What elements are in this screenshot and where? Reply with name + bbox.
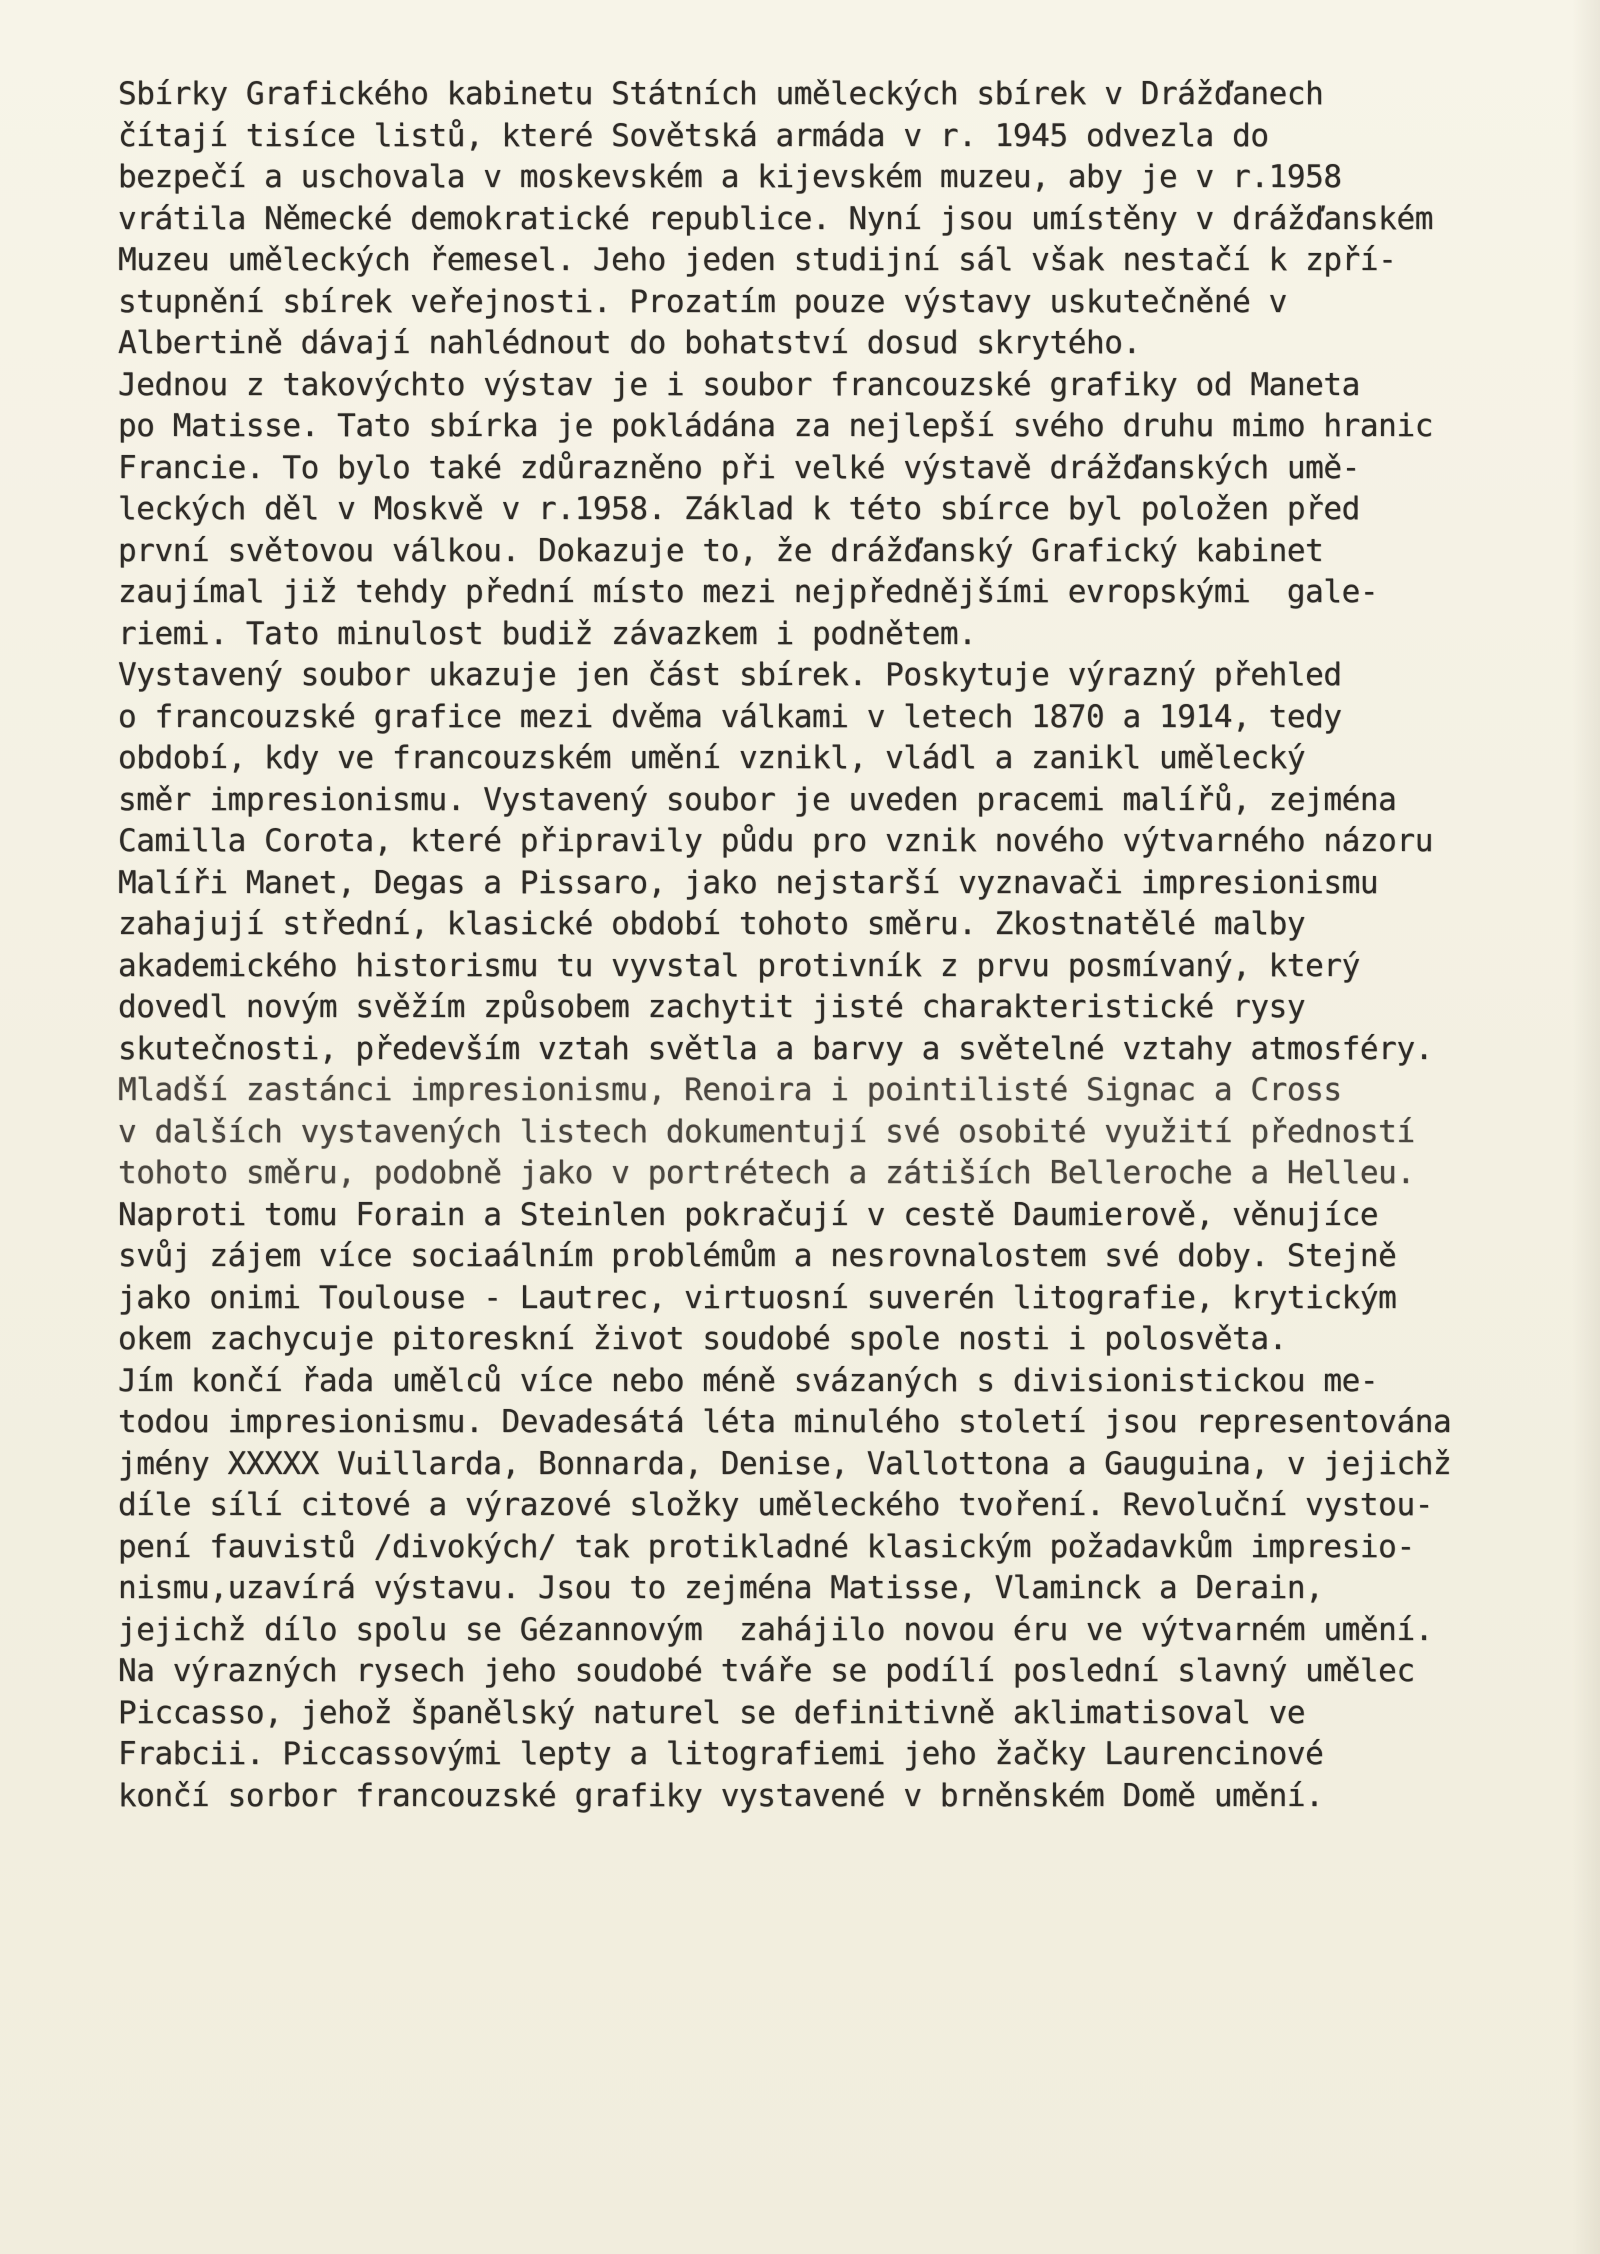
text-line: dovedl novým svěžím způsobem zachytit jisté charakteristické rysy — [118, 989, 1306, 1025]
typewritten-text — [118, 74, 1588, 1817]
text-line: po Matisse. Tato sbírka je pokládána za nejlepší svého druhu mimo hranic — [118, 408, 1433, 444]
text-line: Camilla Corota, které připravily půdu pro vznik nového výtvarného názoru — [118, 823, 1433, 859]
text-line: Mladší zastánci impresionismu, Renoira i pointilisté Signac a Cross — [118, 1072, 1342, 1108]
text-line: Jím končí řada umělců více nebo méně svázaných s divisionistickou me- — [118, 1362, 1379, 1399]
text-line: Frabcii. Piccassovými lepty a litografiemi jeho žačky Laurencinové — [118, 1736, 1324, 1772]
text-line: stupnění sbírek veřejnosti. Prozatím pouze výstavy uskutečněné v — [118, 283, 1287, 320]
text-line: jmény XXXXX Vuillarda, Bonnarda, Denise, Vallottona a Gauguina, v jejichž — [118, 1445, 1452, 1482]
text-line: první světovou válkou. Dokazuje to, že drážďanský Grafický kabinet — [118, 532, 1324, 569]
text-line: tohoto směru, podobně jako v portrétech a zátiších Belleroche a Helleu. — [118, 1155, 1415, 1191]
text-line: Malíři Manet, Degas a Pissaro, jako nejstarší vyznavači impresionismu — [118, 864, 1379, 901]
text-line: Vystavený soubor ukazuje jen část sbírek. Poskytuje výrazný přehled — [118, 657, 1342, 693]
text-line: období, kdy ve francouzském umění vznikl, vládl a zanikl umělecký — [118, 740, 1306, 776]
text-line: čítají tisíce listů, které Sovětská armáda v r. 1945 odvezla do — [118, 117, 1269, 154]
text-line: Piccasso, jehož španělský naturel se definitivně aklimatisoval ve — [118, 1694, 1306, 1731]
text-line: Albertině dávají nahlédnout do bohatství dosud skrytého. — [118, 325, 1141, 361]
text-line: Muzeu uměleckých řemesel. Jeho jeden studijní sál však nestačí k zpří- — [118, 242, 1397, 278]
text-line: nismu,uzavírá výstavu. Jsou to zejména Matisse, Vlaminck a Derain, — [118, 1570, 1324, 1606]
text-line: končí sorbor francouzské grafiky vystavené v brněnském Domě umění. — [118, 1777, 1324, 1814]
text-line: v dalších vystavených listech dokumentují své osobité využití předností — [118, 1113, 1415, 1150]
text-line: zahajují střední, klasické období tohoto směru. Zkostnatělé malby — [118, 906, 1306, 942]
text-line: akademického historismu tu vyvstal protivník z prvu posmívaný, který — [118, 947, 1360, 984]
text-line: leckých děl v Moskvě v r.1958. Základ k této sbírce byl položen před — [118, 491, 1360, 527]
text-line: okem zachycuje pitoreskní život soudobé spole nosti i polosvěta. — [118, 1321, 1287, 1357]
text-line: Francie. To bylo také zdůrazněno při velké výstavě drážďanských umě- — [118, 449, 1360, 486]
text-line: jako onimi Toulouse - Lautrec, virtuosní suverén litografie, krytickým — [118, 1279, 1397, 1316]
text-line: svůj zájem více sociaálním problémům a nesrovnalostem své doby. Stejně — [118, 1238, 1397, 1274]
text-line: pení fauvistů /divokých/ tak protikladné klasickým požadavkům impresio- — [118, 1528, 1415, 1565]
text-line: Naproti tomu Forain a Steinlen pokračují v cestě Daumierově, věnujíce — [118, 1196, 1379, 1233]
text-line: todou impresionismu. Devadesátá léta minulého století jsou representována — [118, 1404, 1452, 1440]
text-line: skutečnosti, především vztah světla a barvy a světelné vztahy atmosféry. — [118, 1030, 1433, 1067]
text-line: riemi. Tato minulost budiž závazkem i podnětem. — [118, 615, 977, 652]
text-line: o francouzské grafice mezi dvěma válkami v letech 1870 a 1914, tedy — [118, 698, 1342, 735]
text-line: jejichž dílo spolu se Gézannovým zahájilo novou éru ve výtvarném umění. — [118, 1611, 1433, 1648]
text-line: Na výrazných rysech jeho soudobé tváře se podílí poslední slavný umělec — [118, 1653, 1415, 1689]
text-line: zaujímal již tehdy přední místo mezi nejpřednějšími evropskými gale- — [118, 574, 1379, 610]
text-line: Sbírky Grafického kabinetu Státních uměleckých sbírek v Drážďanech — [118, 76, 1324, 112]
text-line: směr impresionismu. Vystavený soubor je uveden pracemi malířů, zejména — [118, 781, 1397, 818]
text-line: Jednou z takovýchto výstav je i soubor francouzské grafiky od Maneta — [118, 366, 1360, 403]
text-line: díle sílí citové a výrazové složky uměleckého tvoření. Revoluční vystou- — [118, 1487, 1433, 1523]
text-line: bezpečí a uschovala v moskevském a kijevském muzeu, aby je v r.1958 — [118, 159, 1342, 195]
text-line: vrátila Německé demokratické republice. Nyní jsou umístěny v drážďanském — [118, 200, 1433, 237]
